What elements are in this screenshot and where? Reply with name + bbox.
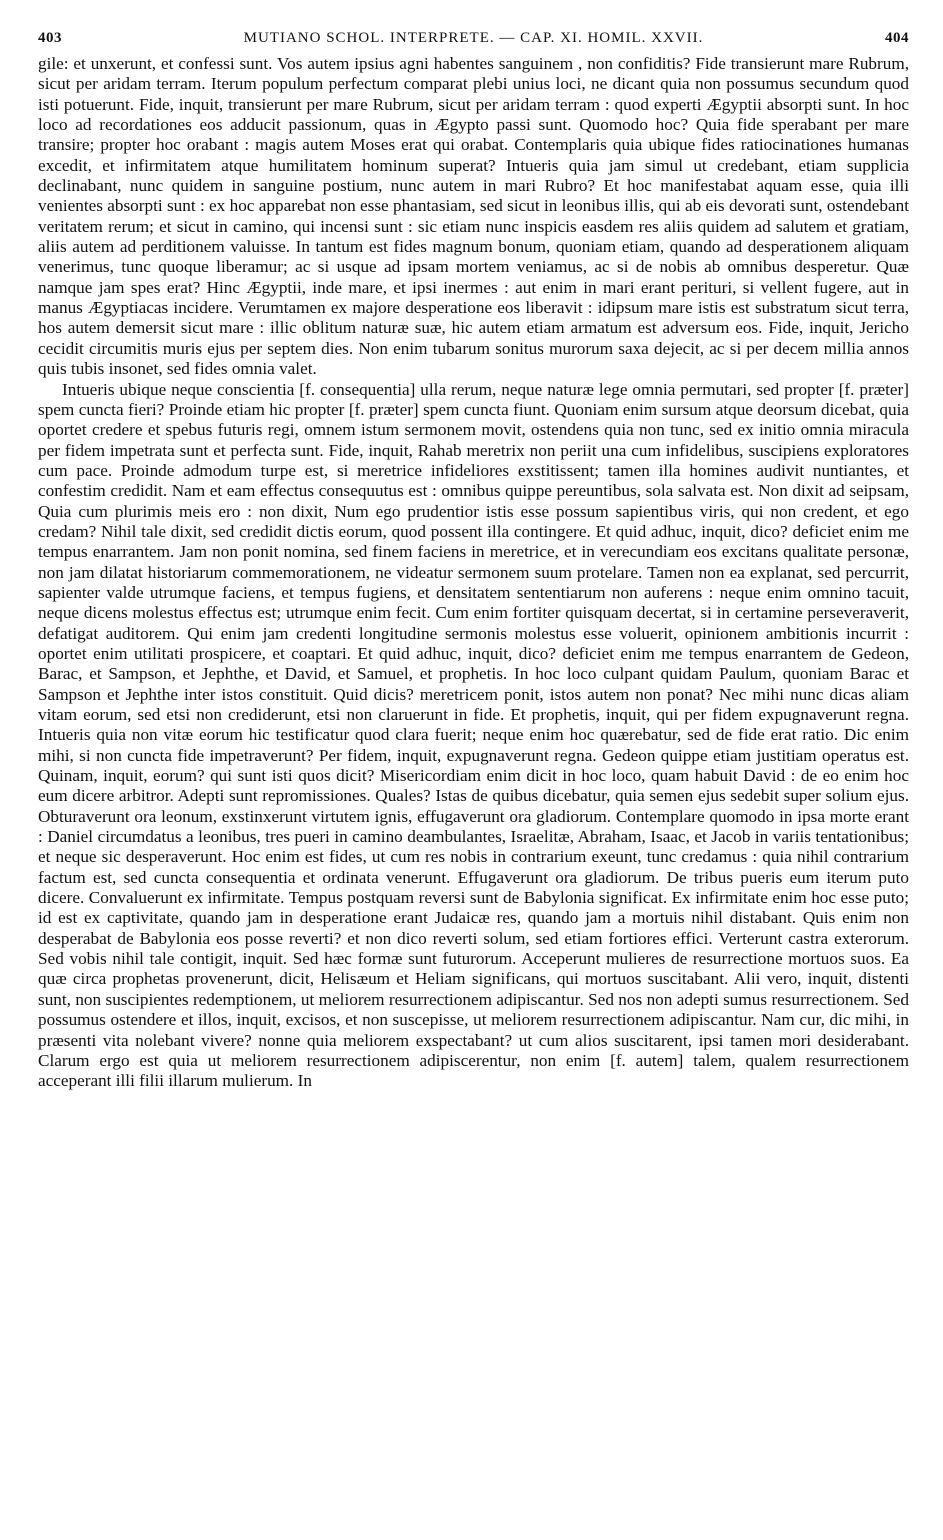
paragraph: gile: et unxerunt, et confessi sunt. Vos autem ipsius agni habentes sanguinem , non confiditis? Fide transierunt mare Rubrum, sicut per aridam terram. Iterum populum perfectum comparat plebi unius loci, ne dicant quia non possumus secundum quod isti potuerunt. Fide, inquit, transierunt per mare Rubrum, sicut per aridam terram : quod experti Ægyptii absorpti sunt. In hoc loco ad recordationes eos adducit passionum, quas in Ægypto passi sunt. Quomodo hoc? Quia fide sperabant per mare transire; propter hoc orabant : magis autem Moses erat qui orabat. Contemplaris quia ubique fides ratiocinationes humanas excedit, et infirmitatem atque humilitatem hominum superat? Intueris quia jam simul ut credebant, etiam supplicia declinabant, nunc quidem in sanguine postium, nunc autem in mari Rubro? Et hoc manifestabat aquam esse, quia illi venientes absorpti sunt : ex hoc apparebat non esse phantasiam, sed sicut in leonibus illis, qui ab eis devorati sunt, ostendebant veritatem rerum; et sicut in camino, qui incensi sunt : sic etiam nunc inspicis easdem res aliis quidem ad salutem et gratiam, aliis autem ad perditionem valuisse. In tantum est fides magnum bonum, quoniam etiam, quando ad desperationem aliquam venerimus, tunc quoque liberamur; ac si usque ad ipsam mortem veniamus, ac si de nobis ab omnibus desperetur. Quæ namque jam spes erat? Hinc Ægyptii, inde mare, et ipsi inermes : aut enim in mari erant perituri, si vellent fugere, aut in manus Ægyptiacas incidere. Verumtamen ex majore desperatione eos liberavit : idipsum mare istis est substratum sicut terra, hos autem demersit sicut mare : illic oblitum naturæ suæ, hic autem etiam armatum est adversum eos. Fide, inquit, Jericho cecidit circumitis muris ejus per septem dies. Non enim tubarum sonitus murorum saxa dejecit, ac si per decem millia annos quis tubis insonet, sed fides omnia valet. — [38, 54, 909, 379]
page-number-right: 404 — [885, 30, 909, 46]
page-number-left: 403 — [38, 30, 62, 46]
running-title: MUTIANO SCHOL. INTERPRETE. — CAP. XI. HOMIL. XXVII. — [243, 30, 704, 46]
page-header — [38, 30, 909, 54]
paragraph: Intueris ubique neque conscientia [f. consequentia] ulla rerum, neque naturæ lege omnia permutari, sed propter [f. præter] spem cuncta fieri? Proinde etiam hic propter [f. præter] spem cuncta fiunt. Quoniam enim sursum atque deorsum dicebat, quia oportet credere et spebus futuris regi, omnem istum sermonem movit, ostendens quia non tunc, sed ex initio omnia miracula per fidem impetrata sunt et perfecta sunt. Fide, inquit, Rahab meretrix non periit una cum infidelibus, suscipiens exploratores cum pace. Proinde admodum turpe est, si meretrice infideliores exstitissent; tamen illa homines audivit nuntiantes, et confestim credidit. Nam et eam effectus consequutus est : omnibus quippe pereuntibus, sola salvata est. Non dixit ad seipsam, Quia cum plurimis meis ero : non dixit, Num ego prudentior istis esse possum sapientibus viris, qui non credent, et ego credam? Nihil tale dixit, sed credidit dictis eorum, quod possent illa contingere. Et quid adhuc, inquit, dico? deficiet enim me tempus enarrantem. Jam non ponit nomina, sed finem faciens in meretrice, et in verecundiam eos excitans qualitate personæ, non jam dilatat historiarum commemorationem, ne videatur sermonem suum protelare. Tamen non ea explanat, sed percurrit, sapienter valde utrumque faciens, et tempus fugiens, et densitatem sententiarum non auferens : neque enim omnino tacuit, neque dicens molestus effectus est; utrumque enim fecit. Cum enim fortiter quisquam decertat, si in certamine perseveraverit, defatigat auditorem. Qui enim jam credenti longitudine sermonis molestus esse voluerit, opinionem ambitionis incurrit : oportet enim utilitati prospicere, et coaptari. Et quid adhuc, inquit, dico? deficiet enim me tempus enarrantem de Gedeon, Barac, et Sampson, et Jephthe, et David, et Samuel, et prophetis. In hoc loco culpant quidam Paulum, quoniam Barac et Sampson et Jephthe inter istos constituit. Quid dicis? meretricem ponit, istos autem non ponat? Nec mihi nunc dicas aliam vitam eorum, sed etsi non crediderunt, etsi non claruerunt in fide. Et prophetis, inquit, qui per fidem expugnaverunt regna. Intueris quia non vitæ eorum hic testificatur quod clara fuerit; neque enim hoc quærebatur, sed de fide erat ratio. Dic enim mihi, si non cuncta fide impetraverunt? Per fidem, inquit, expugnaverunt regna. Gedeon quippe etiam justitiam operatus est. Quinam, inquit, eorum? qui sunt isti quos dicit? Misericordiam enim dicit in hoc loco, quam habuit David : de eo enim hoc eum dicere arbitror. Adepti sunt repromissiones. Quales? Istas de quibus dicebatur, quia semen ejus sedebit super solium ejus. Obturaverunt ora leonum, exstinxerunt virtutem ignis, effugaverunt ora gladiorum. Contemplare quomodo in ipsa morte erant : Daniel circumdatus a leonibus, tres pueri in camino deambulantes, Israelitæ, Abraham, Isaac, et Jacob in variis tentationibus; et neque sic desperaverunt. Hoc enim est fides, ut cum res nobis in contrarium exeunt, tunc credamus : quia nihil contrarium factum est, sed cuncta consequentia et ordinata venerunt. Effugaverunt ora gladiorum. De tribus pueris eum iterum puto dicere. Convaluerunt ex infirmitate. Tempus postquam reversi sunt de Babylonia significat. Ex infirmitate enim hoc esse puto; id est ex captivitate, quando jam in desperatione erant Judaicæ res, quando jam a mortuis nihil distabant. Quis enim non desperabat de Babylonia eos posse reverti? et non dico reverti solum, sed etiam fortiores effici. Verterunt castra exterorum. Sed vobis nihil tale contigit, inquit. Sed hæc formæ sunt futurorum. Acceperunt mulieres de resurrectione mortuos suos. Ea quæ circa prophetas provenerunt, dicit, Helisæum et Heliam significans, qui mortuos suscitabant. Alii vero, inquit, distenti sunt, non suscipientes redemptionem, ut meliorem resurrectionem adipiscantur. Sed nos non adepti sumus resurrectionem. Sed possumus ostendere et illos, inquit, excisos, et non suscepisse, ut meliorem resurrectionem adipiscantur. Nam cur, dic mihi, in præsenti vita nolebant vivere? nonne quia meliorem exspectabant? ut cum alios suscitarent, ipsi tamen mori desiderabant. Clarum ergo est quia ut meliorem resurrectionem adipiscerentur, non enim [f. autem] talem, qualem resurrectionem acceperant illi filii illarum mulierum. In — [38, 379, 909, 1091]
